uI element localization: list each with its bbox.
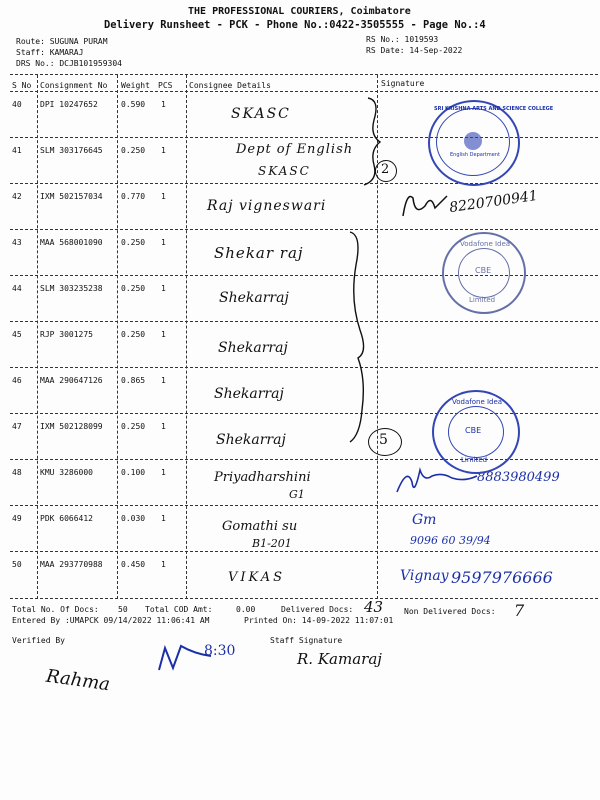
row-sno: 46 — [12, 376, 22, 385]
row-weight: 0.250 — [121, 146, 146, 155]
row-pcs: 1 — [161, 376, 166, 385]
staff-label: Staff: KAMARAJ — [16, 48, 84, 57]
consignee-handwritten: Raj vigneswari — [207, 198, 327, 214]
col-pcs: PCS — [158, 81, 173, 90]
row-weight: 0.250 — [121, 422, 146, 431]
bracket-count-1: 2 — [381, 162, 390, 177]
row-sno: 45 — [12, 330, 22, 339]
consignee-handwritten: VIKAS — [228, 570, 286, 585]
total-docs-value: 50 — [118, 605, 128, 614]
total-cod-label: Total COD Amt: — [145, 605, 213, 614]
total-docs-label: Total No. Of Docs: — [12, 605, 99, 614]
row-sno: 48 — [12, 468, 22, 477]
total-cod-value: 0.00 — [236, 605, 256, 614]
row-pcs: 1 — [161, 422, 166, 431]
row-pcs: 1 — [161, 330, 166, 339]
vodafone-stamp-city: CBE — [465, 426, 482, 435]
route-label: Route: SUGUNA PURAM — [16, 37, 108, 46]
row-sno: 47 — [12, 422, 22, 431]
row-consignment: SLM 303235238 — [40, 284, 103, 293]
vodafone-stamp-text: Vodafone Idea — [460, 240, 511, 248]
col-consignment: Consignment No — [40, 81, 108, 90]
signature-phone: 9597976666 — [451, 568, 553, 587]
non-delivered-label: Non Delivered Docs: — [404, 607, 496, 616]
row-consignment: KMU 3286000 — [40, 468, 93, 477]
row-weight: 0.250 — [121, 330, 146, 339]
row-consignment: IXM 502157034 — [40, 192, 103, 201]
row-pcs: 1 — [161, 100, 166, 109]
row-consignment: RJP 3001275 — [40, 330, 93, 339]
rs-date: RS Date: 14-Sep-2022 — [366, 46, 463, 55]
table-row — [0, 460, 600, 505]
col-weight: Weight — [121, 81, 150, 90]
signature-phone: 8883980499 — [477, 470, 560, 485]
bracket-count-2: 5 — [379, 432, 388, 448]
college-stamp-dept: English Department — [450, 152, 500, 158]
vodafone-stamp-text: Vodafone Idea — [452, 398, 503, 406]
verify-time: 8:30 — [204, 643, 236, 659]
row-sno: 50 — [12, 560, 22, 569]
signature-scribble — [395, 186, 455, 226]
row-weight: 0.250 — [121, 284, 146, 293]
entered-by: Entered By :UMAPCK 09/14/2022 11:06:41 AM — [12, 616, 210, 625]
runsheet-title: Delivery Runsheet - PCK - Phone No.:0422-3505555 - Page No.:4 — [104, 19, 486, 31]
table-row — [0, 552, 600, 597]
consignee-handwritten-line2: G1 — [289, 488, 305, 501]
consignee-handwritten: Gomathi su — [222, 519, 298, 534]
row-sno: 40 — [12, 100, 22, 109]
consignee-handwritten: Dept of English — [236, 142, 354, 157]
row-weight: 0.770 — [121, 192, 146, 201]
row-weight: 0.100 — [121, 468, 146, 477]
row-pcs: 1 — [161, 238, 166, 247]
row-consignment: IXM 502128099 — [40, 422, 103, 431]
row-sno: 42 — [12, 192, 22, 201]
verified-by-label: Verified By — [12, 636, 65, 645]
delivered-docs-label: Delivered Docs: — [281, 605, 354, 614]
row-sno: 43 — [12, 238, 22, 247]
col-sno: S No — [12, 81, 32, 90]
delivered-docs-handwritten: 43 — [364, 598, 384, 616]
vodafone-stamp — [432, 390, 520, 474]
col-signature: Signature — [381, 79, 425, 88]
vodafone-stamp-city: CBE — [475, 266, 492, 275]
rs-number: RS No.: 1019593 — [366, 35, 439, 44]
non-delivered-handwritten: 7 — [514, 601, 525, 620]
vodafone-stamp — [442, 232, 526, 314]
consignee-handwritten: Shekarraj — [216, 432, 286, 448]
staff-signature: R. Kamaraj — [297, 650, 382, 668]
college-stamp-text: SRI KRISHNA ARTS AND SCIENCE COLLEGE — [434, 106, 554, 112]
row-sno: 49 — [12, 514, 22, 523]
vodafone-stamp-bottom: Limited — [469, 296, 496, 304]
consignee-handwritten: Shekarraj — [218, 340, 288, 356]
consignee-handwritten: Shekar raj — [214, 244, 304, 262]
consignee-handwritten: Shekarraj — [219, 290, 289, 306]
row-weight: 0.250 — [121, 238, 146, 247]
table-row — [0, 322, 600, 367]
signature-handwritten: Gm — [412, 512, 437, 528]
table-row — [0, 184, 600, 229]
row-consignment: DPI 10247652 — [40, 100, 98, 109]
consignee-handwritten: Priyadharshini — [214, 470, 311, 485]
row-pcs: 1 — [161, 468, 166, 477]
row-consignment: MAA 293770988 — [40, 560, 103, 569]
col-consignee: Consignee Details — [189, 81, 271, 90]
row-weight: 0.865 — [121, 376, 146, 385]
college-stamp — [428, 100, 554, 186]
row-sno: 41 — [12, 146, 22, 155]
row-consignment: MAA 568001090 — [40, 238, 103, 247]
row-weight: 0.590 — [121, 100, 146, 109]
row-pcs: 1 — [161, 284, 166, 293]
consignee-handwritten: Shekarraj — [214, 386, 284, 402]
staff-signature-label: Staff Signature — [270, 636, 343, 645]
signature-handwritten: Vignay — [400, 568, 449, 584]
vodafone-stamp-bottom: Limited — [461, 456, 488, 464]
company-name: THE PROFESSIONAL COURIERS, Coimbatore — [188, 6, 411, 17]
row-sno: 44 — [12, 284, 22, 293]
table-row — [0, 506, 600, 551]
printed-on: Printed On: 14-09-2022 11:07:01 — [244, 616, 394, 625]
signature-phone: 8220700941 — [448, 187, 539, 217]
consignee-handwritten-line2: SKASC — [258, 164, 311, 178]
row-consignment: PDK 6066412 — [40, 514, 93, 523]
row-consignment: MAA 290647126 — [40, 376, 103, 385]
row-weight: 0.450 — [121, 560, 146, 569]
row-weight: 0.030 — [121, 514, 146, 523]
row-pcs: 1 — [161, 514, 166, 523]
drs-label: DRS No.: DCJB101959304 — [16, 59, 122, 68]
consignee-handwritten: SKASC — [231, 106, 291, 122]
row-pcs: 1 — [161, 192, 166, 201]
consignee-handwritten-line2: B1-201 — [252, 537, 292, 550]
verified-signature: Rahma — [44, 665, 112, 696]
row-pcs: 1 — [161, 146, 166, 155]
signature-phone: 9096 60 39/94 — [410, 534, 491, 547]
row-consignment: SLM 303176645 — [40, 146, 103, 155]
row-pcs: 1 — [161, 560, 166, 569]
